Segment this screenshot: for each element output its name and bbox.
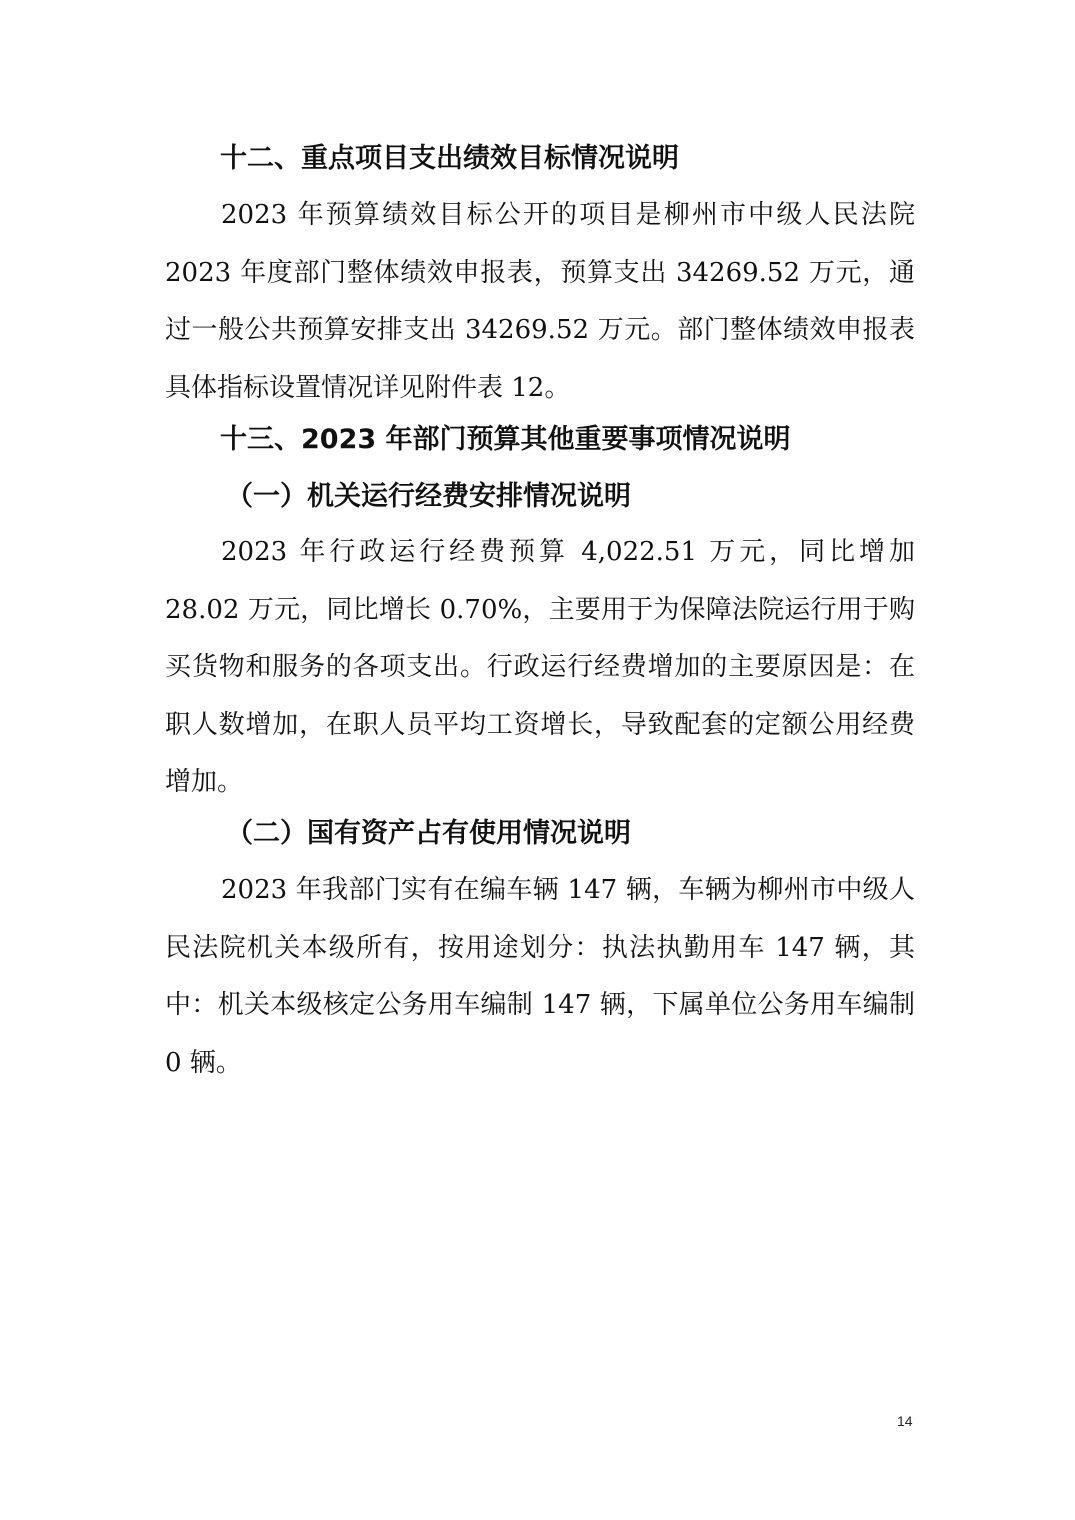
subsection-1-heading: （一）机关运行经费安排情况说明 [226,481,631,512]
subsection-1-paragraph: 2023 年行政运行经费预算 4,022.51 万元，同比增加 28.02 万元，同比增长 0.70%，主要用于为保障法院运行用于购买货物和服务的各项支出。行政运行经费增加的主要原因是：在职人数增加，在职人员平均工资增长，导致配套的定额公用经费增加。 [165,537,915,797]
page-number: 14 [897,1413,913,1429]
subsection-2-paragraph: 2023 年我部门实有在编车辆 147 辆，车辆为柳州市中级人民法院机关本级所有，按用途划分：执法执勤用车 147 辆，其中：机关本级核定公务用车编制 147 辆，下属单位公务用车编制 0 辆。 [165,875,915,1078]
section-12-heading: 十二、重点项目支出绩效目标情况说明 [220,143,679,174]
section-12-paragraph: 2023 年预算绩效目标公开的项目是柳州市中级人民法院 2023 年度部门整体绩效申报表，预算支出 34269.52 万元，通过一般公共预算安排支出 34269.52 万元。部门整体绩效申报表具体指标设置情况详见附件表 12。 [165,200,915,403]
section-13-heading: 十三、2023 年部门预算其他重要事项情况说明 [220,424,791,455]
subsection-2-heading: （二）国有资产占有使用情况说明 [226,818,631,849]
